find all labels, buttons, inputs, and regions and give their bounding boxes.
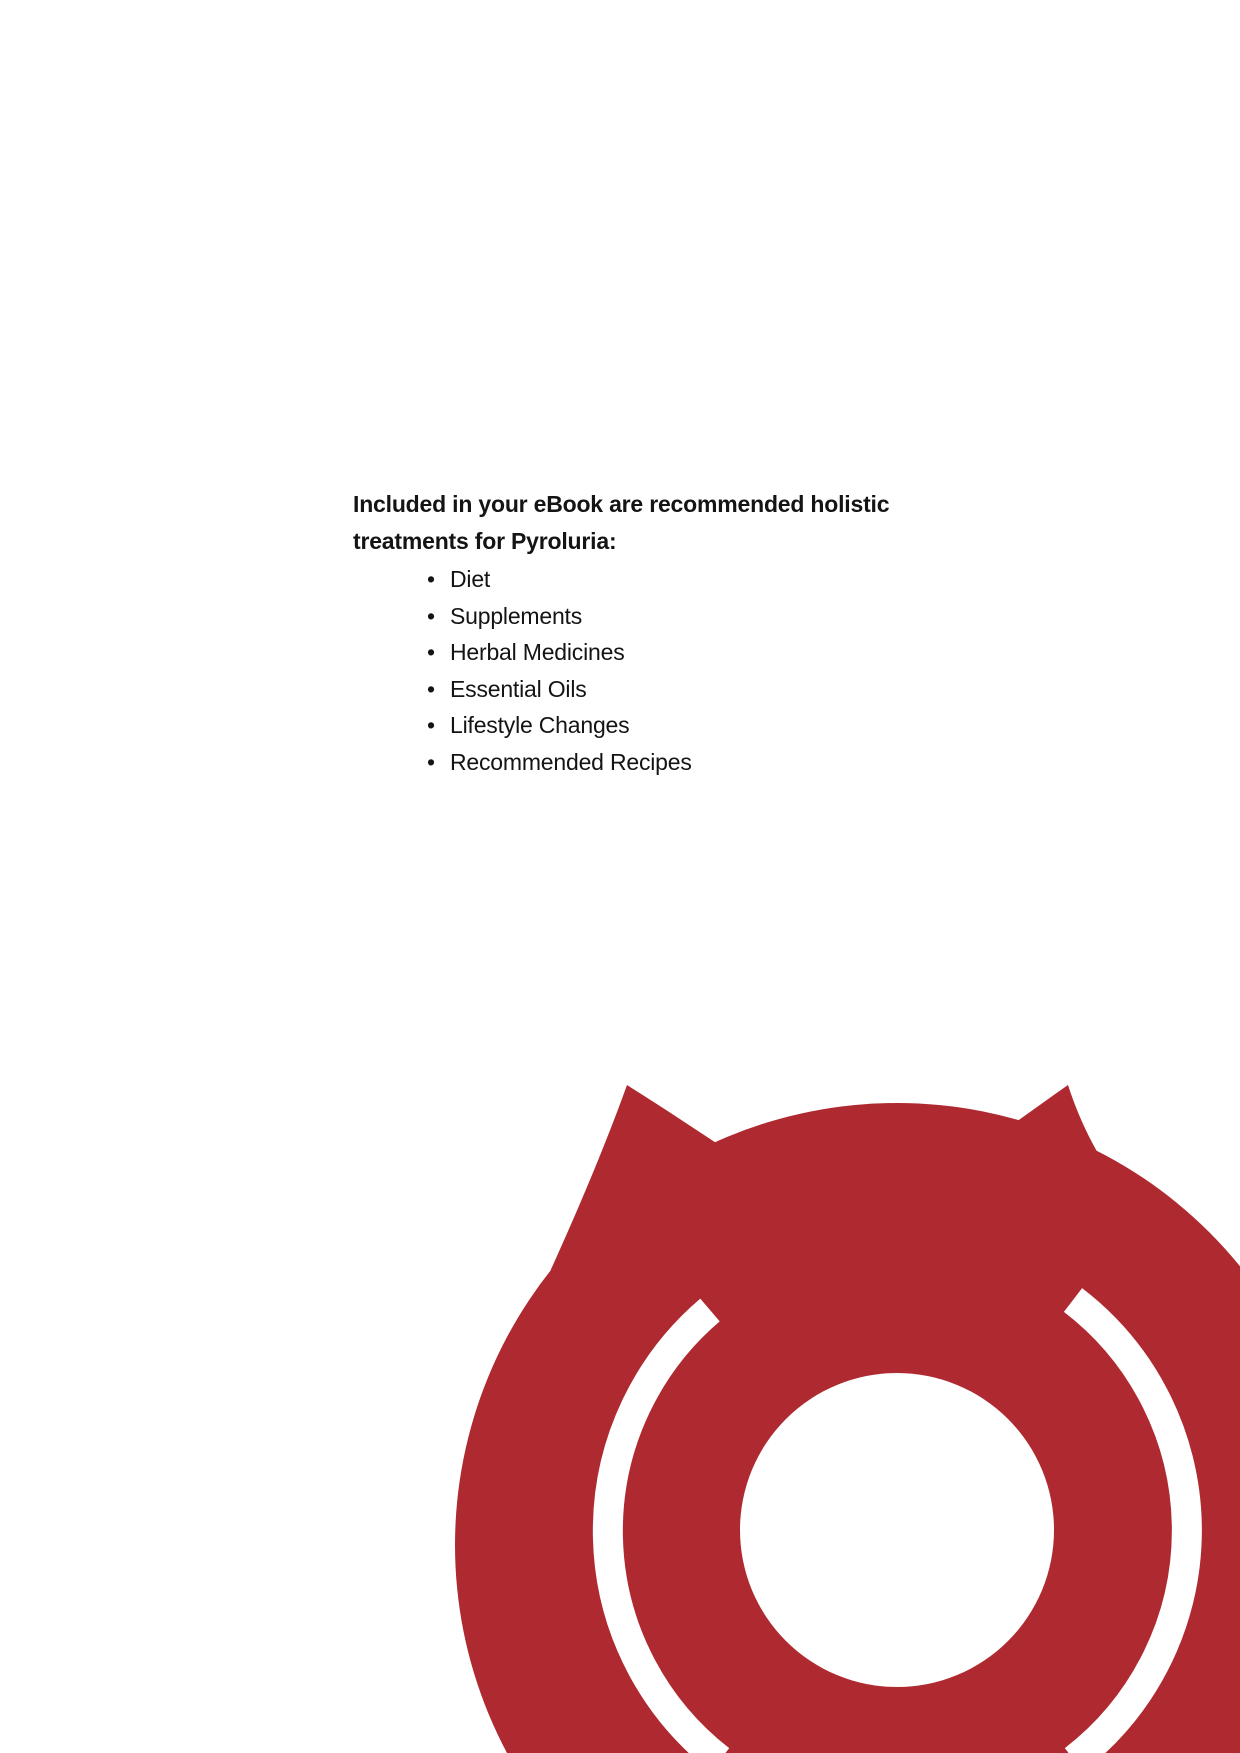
page-title-line-1: Included in your eBook are recommended holistic: [353, 491, 890, 517]
logo-center-circle: [740, 1373, 1054, 1687]
page-title-line-2: treatments for Pyroluria:: [353, 528, 617, 554]
bullet-icon: •: [427, 712, 435, 739]
list-item-label: Lifestyle Changes: [450, 712, 630, 739]
bullet-icon: •: [427, 566, 435, 592]
list-item-label: Supplements: [450, 602, 583, 629]
list-item-label: Diet: [450, 566, 491, 592]
bullet-icon: •: [427, 639, 435, 666]
bullet-icon: •: [427, 602, 435, 629]
bullet-icon: •: [427, 748, 435, 775]
list-item-label: Recommended Recipes: [450, 748, 692, 775]
bullet-icon: •: [427, 675, 435, 702]
list-item-label: Herbal Medicines: [450, 639, 625, 666]
list-item-label: Essential Oils: [450, 675, 587, 702]
